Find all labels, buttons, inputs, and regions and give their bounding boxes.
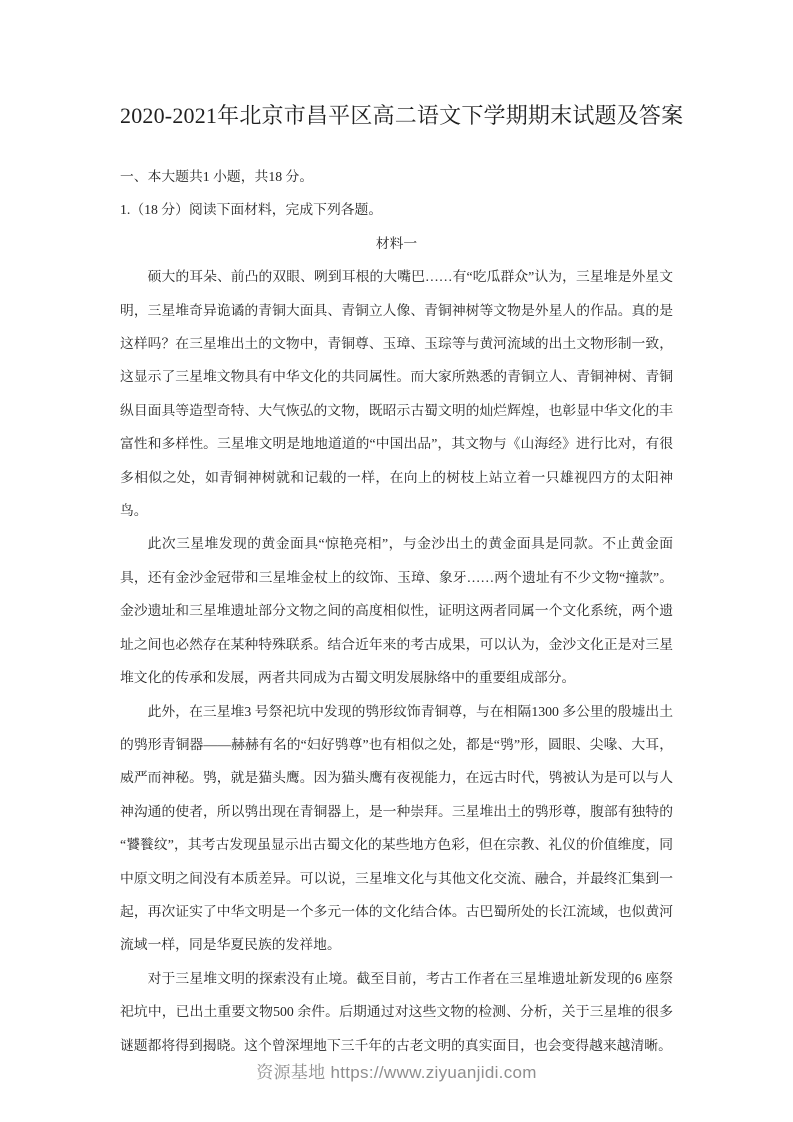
material-paragraph-2: 此次三星堆发现的黄金面具“惊艳亮相”，与金沙出土的黄金面具是同款。不止黄金面具，还有金沙金冠带和三星堆金杖上的纹饰、玉璋、象牙……两个遗址有不少文物“撞款”。金沙遗址和三星堆遗址部分文物之间的高度相似性，证明这两者同属一个文化系统，两个遗址之间也必然存在某种特殊联系。结合近年来的考古成果，可以认为，金沙文化正是对三星堆文化的传承和发展，两者共同成为古蜀文明发展脉络中的重要组成部分。 [120,536,673,686]
document-body [120,160,673,1062]
material-paragraph-4: 对于三星堆文明的探索没有止境。截至目前，考古工作者在三星堆遗址新发现的6 座祭祀坑中，已出土重要文物500 余件。后期通过对这些文物的检测、分析，关于三星堆的很多谜题都将得到揭晓。这个曾深埋地下三千年的古老文明的真实面目，也会变得越来越清晰。 [120,970,673,1053]
exam-title: 2020-2021年北京市昌平区高二语文下学期期末试题及答案 [120,103,684,128]
question-lead: 1.（18 分）阅读下面材料，完成下列各题。 [120,202,383,218]
footer-site-link[interactable]: 资源基地 https://www.ziyuanjidi.com [256,1063,537,1082]
material-paragraph-1: 硕大的耳朵、前凸的双眼、咧到耳根的大嘴巴……有“吃瓜群众”认为，三星堆是外星文明，三星堆奇异诡谲的青铜大面具、青铜立人像、青铜神树等文物是外星人的作品。真的是这样吗？在三星堆出土的文物中，青铜尊、玉璋、玉琮等与黄河流域的出土文物形制一致，这显示了三星堆文物具有中华文化的共同属性。而大家所熟悉的青铜立人、青铜神树、青铜纵目面具等造型奇特、大气恢弘的文物，既昭示古蜀文明的灿烂辉煌，也彰显中华文化的丰富性和多样性。三星堆文明是地地道道的“中国出品”，其文物与《山海经》进行比对，有很多相似之处，如青铜神树就和记载的一样，在向上的树枝上站立着一只雄视四方的太阳神鸟。 [120,269,673,519]
material-paragraph-3: 此外，在三星堆3 号祭祀坑中发现的鸮形纹饰青铜尊，与在相隔1300 多公里的殷墟出土的鸮形青铜器——赫赫有名的“妇好鸮尊”也有相似之处，都是“鸮”形，圆眼、尖喙、大耳，威严而神秘。鸮，就是猫头鹰。因为猫头鹰有夜视能力，在远古时代，鸮被认为是可以与人神沟通的使者，所以鸮出现在青铜器上，是一种崇拜。三星堆出土的鸮形尊，腹部有独特的“饕餮纹”，其考古发现虽显示出古蜀文化的某些地方色彩，但在宗教、礼仪的价值维度，同中原文明之间没有本质差异。可以说，三星堆文化与其他文化交流、融合，并最终汇集到一起，再次证实了中华文明是一个多元一体的文化结合体。古巴蜀所处的长江流域，也似黄河流域一样，同是华夏民族的发祥地。 [120,703,673,953]
section-heading: 一、本大题共1 小题，共18 分。 [120,169,314,184]
document-content [120,0,684,1062]
material-one-heading: 材料一 [375,235,418,251]
page-footer [0,1062,793,1084]
